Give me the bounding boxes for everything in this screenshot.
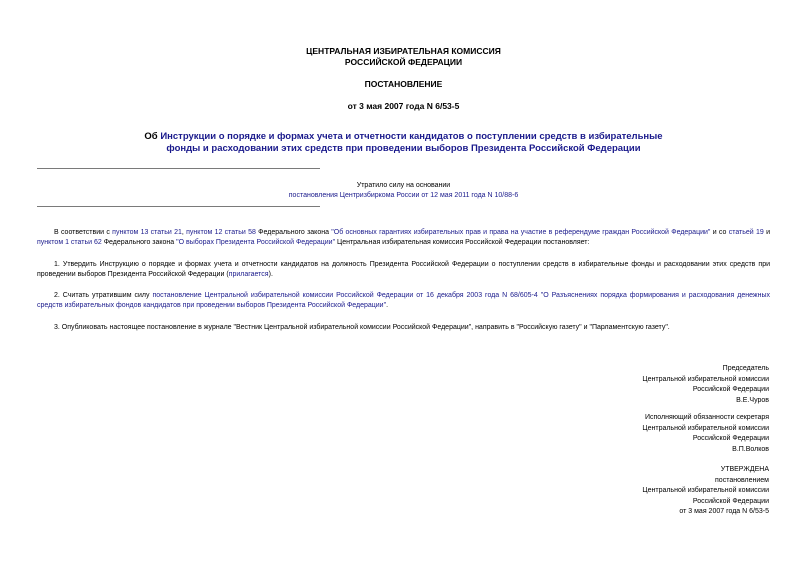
divider-bottom bbox=[37, 206, 320, 207]
document-title-line2 bbox=[0, 143, 807, 155]
text-span: и со bbox=[710, 229, 729, 236]
paragraph-2 bbox=[37, 291, 770, 311]
text-span: 3. Опубликовать настоящее постановление в журнале "Вестник Центральной избирательной комиссии Российской Федерации", направить в "Российскую газету" и "Парламентскую газету". bbox=[54, 324, 670, 331]
document-date: от 3 мая 2007 года N 6/53-5 bbox=[347, 101, 460, 111]
approval-line: Центральной избирательной комиссии bbox=[642, 487, 769, 494]
text-span: 1. Утвердить Инструкцию о порядке и формах учета и отчетности кандидатов на должность Президента Российской Федерации о поступлении средств в избирательные фонды и расходовании этих средств при проведении выборов Президента Российской Федерации ( bbox=[37, 261, 770, 278]
signature-line: Российской Федерации bbox=[692, 435, 769, 442]
law-ref-link-6[interactable]: "О выборах Президента Российской Федерации" bbox=[176, 239, 336, 246]
title-prefix: Об bbox=[144, 131, 161, 142]
signature-line: В.Е.Чуров bbox=[736, 396, 769, 404]
divider-top bbox=[37, 168, 320, 169]
law-ref-link-4[interactable]: статьей 19 bbox=[728, 229, 764, 236]
text-span: Центральная избирательная комиссия Российской Федерации постановляет: bbox=[335, 239, 590, 246]
law-ref-link-3[interactable]: "Об основных гарантиях избирательных прав и права на участие в референдуме граждан Российской Федерации" bbox=[331, 229, 711, 236]
text-span: ). bbox=[268, 271, 273, 278]
law-ref-link-5[interactable]: пунктом 1 статьи 62 bbox=[37, 239, 102, 246]
approval-line: УТВЕРЖДЕНА bbox=[720, 466, 769, 473]
law-ref-link-2[interactable]: пунктом 12 статьи 58 bbox=[186, 229, 256, 236]
text-span: В соответствии с bbox=[54, 229, 113, 236]
title-link-part2[interactable]: фонды и расходовании этих средств при проведении выборов Президента Российской Федерации bbox=[166, 143, 641, 154]
signature-line: Российской Федерации bbox=[692, 386, 769, 393]
title-link-part1[interactable]: Инструкции о порядке и формах учета и отчетности кандидатов о поступлении средств в избирательные bbox=[160, 131, 663, 142]
document-type: ПОСТАНОВЛЕНИЕ bbox=[364, 79, 443, 89]
text-span: Федерального закона bbox=[101, 239, 177, 246]
signature-chair bbox=[509, 364, 769, 406]
text-span: и bbox=[763, 229, 771, 236]
org-name-line1: ЦЕНТРАЛЬНАЯ ИЗБИРАТЕЛЬНАЯ КОМИССИЯ bbox=[306, 46, 501, 56]
org-name-line2: РОССИЙСКОЙ ФЕДЕРАЦИИ bbox=[344, 57, 463, 67]
approval-line: от 3 мая 2007 года N 6/53-5 bbox=[679, 508, 769, 515]
text-span: , bbox=[181, 229, 187, 236]
status-note bbox=[0, 191, 807, 201]
paragraph-preamble bbox=[37, 228, 770, 248]
approval-line: Российской Федерации bbox=[692, 497, 769, 505]
paragraph-1 bbox=[37, 260, 770, 280]
appendix-link[interactable]: прилагается bbox=[228, 271, 269, 278]
paragraph-3 bbox=[37, 323, 770, 333]
signature-line: В.П.Волков bbox=[732, 445, 769, 453]
signature-line: Центральной избирательной комиссии bbox=[642, 424, 769, 432]
repealed-decree-link[interactable]: постановление Центральной избирательной комиссии Российской Федерации от 16 декабря 2003 года N 68/605-4 "О Разъяснениях порядка формирования и расходования денежных средств избирательных фондов кандидатов при проведении выборов Президента Российской Федерации" bbox=[37, 292, 770, 309]
signature-line: Исполняющий обязанности секретаря bbox=[644, 414, 769, 421]
approval-line: постановлением bbox=[715, 476, 769, 484]
law-ref-link-1[interactable]: пунктом 13 статьи 21 bbox=[112, 229, 182, 236]
signature-line: Председатель bbox=[722, 365, 769, 372]
signature-secretary bbox=[509, 413, 769, 455]
signature-line: Центральной избирательной комиссии bbox=[642, 375, 769, 383]
approval-block bbox=[509, 465, 769, 518]
text-span: 2. Считать утратившим силу bbox=[54, 292, 153, 299]
status-note-label: Утратило силу на основании bbox=[356, 182, 451, 189]
repeal-decree-link[interactable]: постановления Центризбиркома России от 12 мая 2011 года N 10/88-6 bbox=[288, 192, 519, 199]
text-span: . bbox=[386, 302, 389, 309]
document-title-line1 bbox=[0, 131, 807, 143]
text-span: Федерального закона bbox=[255, 229, 332, 236]
